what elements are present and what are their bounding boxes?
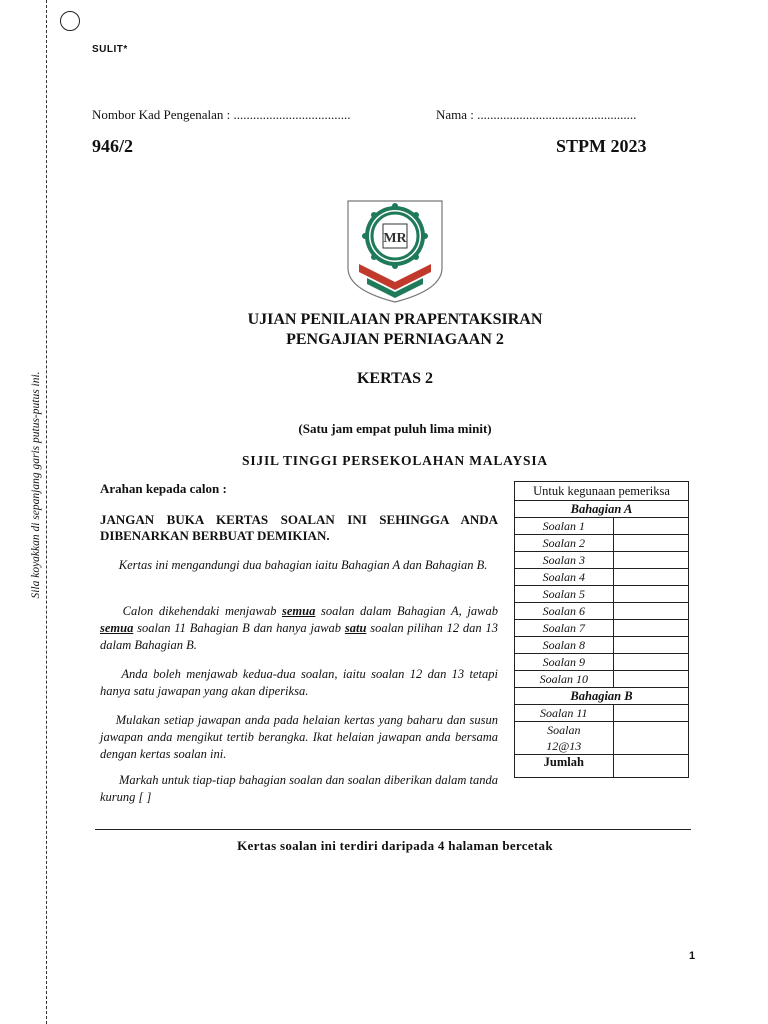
mark-cell (613, 586, 688, 603)
table-row (515, 654, 689, 671)
table-header: Untuk kegunaan pemeriksa (515, 482, 689, 501)
total-cell (613, 755, 688, 778)
question-label: Soalan 6 (515, 603, 614, 620)
instruction-paragraph-4: Mulakan setiap jawapan anda pada helaian kertas yang baharu dan susun jawapan anda mengikut tertib berangka. Ikat helaian jawapan anda bersama dengan kertas soalan ini. (100, 713, 498, 761)
mark-cell (613, 620, 688, 637)
page-number: 1 (689, 950, 696, 962)
table-row (515, 755, 689, 778)
table-row (515, 671, 689, 688)
question-label: Soalan 8 (515, 637, 614, 654)
section-a-label: Bahagian A (515, 501, 689, 518)
punch-hole-circle (60, 11, 80, 31)
duration: (Satu jam empat puluh lima minit) (298, 421, 492, 436)
paper-code: 946/2 (92, 136, 134, 156)
table-row (515, 620, 689, 637)
certificate-name: SIJIL TINGGI PERSEKOLAHAN MALAYSIA (242, 453, 548, 468)
examiner-use-table (514, 481, 689, 778)
mark-cell (613, 518, 688, 535)
mark-cell (613, 705, 688, 722)
table-row (515, 569, 689, 586)
mark-cell (613, 671, 688, 688)
total-label: Jumlah (515, 755, 614, 778)
table-row (515, 705, 689, 722)
page-count-note: Kertas soalan ini terdiri daripada 4 halaman bercetak (237, 838, 553, 853)
instruction-paragraph-3: Anda boleh menjawab kedua-dua soalan, iaitu soalan 12 dan 13 tetapi hanya satu jawapan yang akan diperiksa. (100, 667, 498, 698)
question-label: Soalan 5 (515, 586, 614, 603)
dashed-cut-line (46, 0, 47, 1024)
instruction-paragraph-1: Kertas ini mengandungi dua bahagian iaitu Bahagian A dan Bahagian B. (118, 558, 488, 572)
table-row (515, 722, 689, 755)
id-number-field: Nombor Kad Pengenalan : .................................... (92, 107, 351, 122)
mark-cell (613, 654, 688, 671)
footer-divider (95, 829, 691, 830)
table-row (515, 518, 689, 535)
mark-cell (613, 722, 688, 755)
instructions-warning: JANGAN BUKA KERTAS SOALAN INI SEHINGGA ANDA DIBENARKAN BERBUAT DEMIKIAN. (100, 512, 498, 543)
instruction-paragraph-2: Calon dikehendaki menjawab semua soalan dalam Bahagian A, jawab semua soalan 11 Bahagian B dan hanya jawab satu soalan pilihan 12 dan 13 dalam Bahagian B. (100, 604, 498, 652)
table-row (515, 535, 689, 552)
mark-cell (613, 552, 688, 569)
name-field: Nama : ................................................. (436, 107, 637, 122)
exam-title: STPM 2023 (556, 136, 647, 156)
instructions-heading: Arahan kepada calon : (100, 481, 227, 496)
title-line-2: PENGAJIAN PERNIAGAAN 2 (286, 331, 504, 348)
question-label: Soalan 1 (515, 518, 614, 535)
mark-cell (613, 569, 688, 586)
question-label: Soalan 11 (515, 705, 614, 722)
question-label: Soalan 3 (515, 552, 614, 569)
table-row (515, 603, 689, 620)
classification-label: SULIT* (92, 44, 128, 55)
mark-cell (613, 637, 688, 654)
paper-title: KERTAS 2 (356, 370, 434, 387)
question-label: Soalan 4 (515, 569, 614, 586)
title-line-1: UJIAN PENILAIAN PRAPENTAKSIRAN (247, 311, 543, 328)
question-label: Soalan 12@13 (515, 722, 614, 755)
mark-cell (613, 603, 688, 620)
question-label: Soalan 2 (515, 535, 614, 552)
school-crest-logo (345, 198, 445, 304)
svg-text:MR: MR (383, 231, 407, 246)
question-label: Soalan 10 (515, 671, 614, 688)
question-label: Soalan 9 (515, 654, 614, 671)
mark-cell (613, 535, 688, 552)
question-label: Soalan 7 (515, 620, 614, 637)
instruction-paragraph-5: Markah untuk tiap-tiap bahagian soalan dan soalan diberikan dalam tanda kurung [ ] (100, 773, 499, 804)
section-b-label: Bahagian B (515, 688, 689, 705)
table-row (515, 586, 689, 603)
table-row (515, 637, 689, 654)
table-row (515, 552, 689, 569)
